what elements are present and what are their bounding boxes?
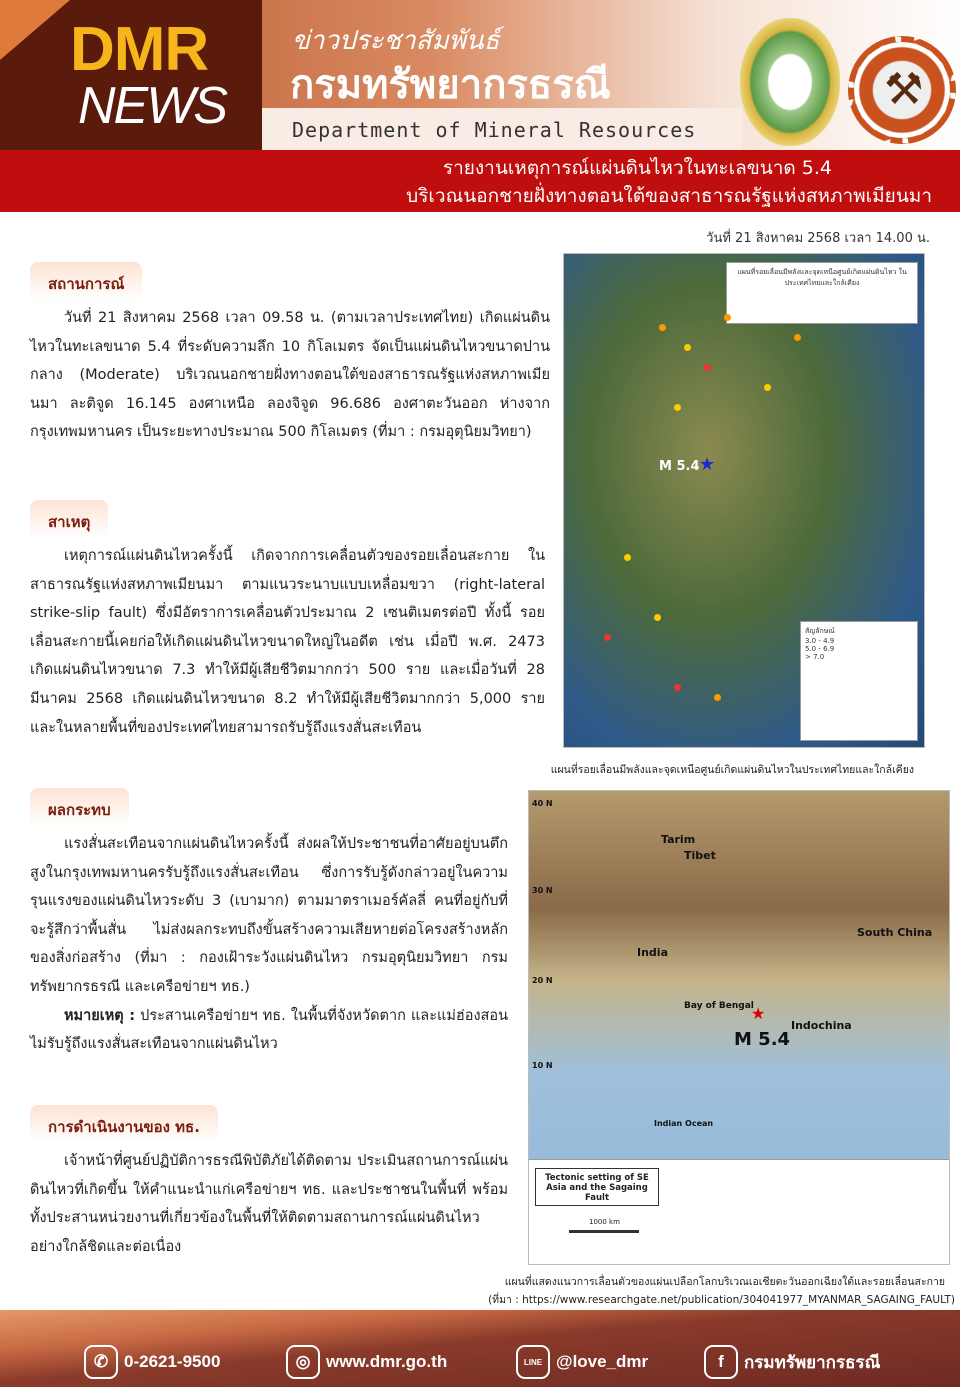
region-label: Indochina bbox=[791, 1019, 852, 1032]
region-label: India bbox=[637, 946, 668, 959]
epicenter-dot bbox=[654, 614, 661, 621]
globe-icon: ◎ bbox=[286, 1345, 320, 1379]
section-title: สาเหตุ bbox=[30, 500, 108, 538]
header-org-english: Department of Mineral Resources bbox=[292, 118, 697, 142]
section-operations bbox=[30, 1105, 508, 1261]
scale-bar bbox=[569, 1230, 639, 1233]
section-impact bbox=[30, 788, 508, 1059]
region-label: Bay of Bengal bbox=[684, 1001, 754, 1011]
map-legend bbox=[529, 1159, 949, 1264]
map-title: Tectonic setting of SE Asia and the Sagaing Fault bbox=[535, 1168, 659, 1206]
epicenter-dot bbox=[684, 344, 691, 351]
lat-label: 40 N bbox=[532, 799, 553, 808]
line-icon: LINE bbox=[516, 1345, 550, 1379]
section-text: เหตุการณ์แผ่นดินไหวครั้งนี้ เกิดจากการเคลื่อนตัวของรอยเลื่อนสะกาย ในสาธารณรัฐแห่งสหภาพเมียนมา ตามแนวระนาบแบบเหลื่อมขวา (right-lateral strike-slip fault) ซึ่งมีอัตราการเคลื่อนตัวประมาณ 2 เซนติเมตรต่อปี ทั้งนี้ รอยเลื่อนสะกายนี้เคยก่อให้เกิดแผ่นดินไหวขนาดใหญ่ในอดีต เช่น เมื่อปี พ.ศ. 2473 เกิดแผ่นดินไหวขนาด 7.3 ทำให้มีผู้เสียชีวิตมากกว่า 500 ราย และเมื่อวันที่ 28 มีนาคม 2568 เกิดแผ่นดินไหวขนาด 8.2 ทำให้มีผู้เสียชีวิตมากกว่า 5,000 ราย และในหลายพื้นที่ของประเทศไทยสามารถรับรู้ถึงแรงสั่นสะเทือน bbox=[30, 548, 545, 736]
epicenter-dot bbox=[624, 554, 631, 561]
lat-label: 20 N bbox=[532, 976, 553, 985]
section-title: การดำเนินงานของ ทธ. bbox=[30, 1105, 218, 1143]
phone-icon: ✆ bbox=[84, 1345, 118, 1379]
section-title: ผลกระทบ bbox=[30, 788, 129, 826]
lat-label: 10 N bbox=[532, 1061, 553, 1070]
dmr-gear-emblem-icon: ⚒ bbox=[848, 36, 956, 144]
epicenter-dot bbox=[764, 384, 771, 391]
logo-news: NEWS bbox=[78, 77, 226, 135]
map-legend bbox=[800, 621, 918, 741]
footer-website[interactable] bbox=[286, 1345, 447, 1379]
footer-line[interactable] bbox=[516, 1345, 648, 1379]
legend-item: 5.0 - 6.9 bbox=[805, 645, 835, 653]
epicenter-dot bbox=[704, 364, 711, 371]
legend-item: 3.0 - 4.9 bbox=[805, 637, 835, 645]
legend-title: สัญลักษณ์ bbox=[805, 627, 835, 635]
header-org-thai: กรมทรัพยากรธรณี bbox=[290, 62, 611, 108]
region-label: Indian Ocean bbox=[654, 1119, 714, 1128]
epicenter-dot bbox=[604, 634, 611, 641]
epicenter-dot bbox=[674, 404, 681, 411]
epicenter-dot bbox=[724, 314, 731, 321]
note-label: หมายเหตุ : bbox=[64, 1007, 136, 1024]
headline-line-2: บริเวณนอกชายฝั่งทางตอนใต้ของสาธารณรัฐแห่งสหภาพเมียนมา bbox=[406, 185, 932, 207]
phone-number: 0-2621-9500 bbox=[124, 1352, 221, 1371]
epicenter-label: M 5.4 bbox=[734, 1029, 791, 1050]
line-id[interactable]: @love_dmr bbox=[556, 1352, 649, 1371]
headline-banner bbox=[0, 150, 960, 212]
region-label: Tarim bbox=[661, 833, 696, 846]
section-text: แรงสั่นสะเทือนจากแผ่นดินไหวครั้งนี้ ส่งผลให้ประชาชนที่อาศัยอยู่บนตึกสูงในกรุงเทพมหานครรับรู้ถึงแรงสั่นสะเทือน ซึ่งการรับรู้ดังกล่าวอยู่ในความรุนแรงของแผ่นดินไหวระดับ 3 (เบามาก) ตามมาตราเมอร์คัลลี่ คนที่อยู่กับที่จะรู้สึกว่าพื้นสั่น ไม่ส่งผลกระทบถึงขั้นสร้างความเสียหายต่อโครงสร้างหลักของสิ่งก่อสร้าง (ที่มา : กองเฝ้าระวังแผ่นดินไหว กรมอุตุนิยมวิทยา กรมทรัพยากรธรณี และเครือข่ายฯ ทธ.) bbox=[30, 836, 508, 995]
epicenter-star-icon: ★ bbox=[699, 454, 716, 475]
report-date: วันที่ 21 สิงหาคม 2568 เวลา 14.00 น. bbox=[706, 231, 930, 246]
ministry-seal-icon bbox=[740, 18, 840, 146]
epicenter-dot bbox=[714, 694, 721, 701]
region-label: South China bbox=[857, 926, 933, 939]
section-text: วันที่ 21 สิงหาคม 2568 เวลา 09.58 น. (ตามเวลาประเทศไทย) เกิดแผ่นดินไหวในทะเลขนาด 5.4 ที่ระดับความลึก 10 กิโลเมตร จัดเป็นแผ่นดินไหวขนาดปานกลาง (Moderate) บริเวณนอกชายฝั่งทางตอนใต้ของสาธารณรัฐแห่งสหภาพเมียนมา ละติจูด 16.145 องศาเหนือ ลองจิจูด 96.686 องศาตะวันออก ห่างจากกรุงเทพมหานคร เป็นระยะทางประมาณ 500 กิโลเมตร (ที่มา : กรมอุตุนิยมวิทยา) bbox=[30, 310, 550, 441]
fault-map-thailand bbox=[563, 253, 925, 748]
header-subtitle: ข่าวประชาสัมพันธ์ bbox=[292, 26, 500, 56]
epicenter-dot bbox=[794, 334, 801, 341]
footer-phone bbox=[84, 1345, 220, 1379]
section-title: สถานการณ์ bbox=[30, 262, 142, 300]
footer-facebook[interactable] bbox=[704, 1345, 880, 1379]
epicenter-dot bbox=[674, 684, 681, 691]
facebook-page[interactable]: กรมทรัพยากรธรณี bbox=[744, 1352, 881, 1372]
facebook-icon: f bbox=[704, 1345, 738, 1379]
header bbox=[0, 0, 960, 150]
section-situation bbox=[30, 262, 550, 447]
headline-line-1: รายงานเหตุการณ์แผ่นดินไหวในทะเลขนาด 5.4 bbox=[442, 157, 832, 179]
region-label: Tibet bbox=[684, 849, 716, 862]
map2-source: (ที่มา : https://www.researchgate.net/publication/304041977_MYANMAR_SAGAING_FAULT) bbox=[488, 1294, 955, 1306]
tectonic-map-se-asia bbox=[528, 790, 950, 1265]
scale-bar-label: 1000 km bbox=[589, 1218, 620, 1226]
map2-caption: แผนที่แสดงแนวการเลื่อนตัวของแผ่นเปลือกโลกบริเวณเอเชียตะวันออกเฉียงใต้และรอยเลื่อนสะกาย bbox=[504, 1276, 945, 1288]
epicenter-dot bbox=[659, 324, 666, 331]
website-link[interactable]: www.dmr.go.th bbox=[326, 1352, 448, 1371]
note-text: ประสานเครือข่ายฯ ทธ. ในพื้นที่จังหวัดตาก และแม่ฮ่องสอน ไม่รับรู้ถึงแรงสั่นสะเทือนจากแผ่นดินไหว bbox=[30, 1007, 508, 1053]
epicenter-star-icon: ★ bbox=[751, 1004, 766, 1023]
section-text: เจ้าหน้าที่ศูนย์ปฏิบัติการธรณีพิบัติภัยได้ติดตาม ประเมินสถานการณ์แผ่นดินไหวที่เกิดขึ้น ให้คำแนะนำแก่เครือข่ายฯ ทธ. และประชาชนในพื้นที่ พร้อมทั้งประสานหน่วยงานที่เกี่ยวข้องในพื้นที่ให้ติดตามสถานการณ์แผ่นดินไหวอย่างใกล้ชิดและต่อเนื่อง bbox=[30, 1153, 508, 1255]
map-inset-title: แผนที่รอยเลื่อนมีพลังและจุดเหนือศูนย์เกิดแผ่นดินไหว ในประเทศไทยและใกล้เคียง bbox=[726, 262, 918, 324]
epicenter-label: M 5.4 bbox=[659, 459, 700, 474]
map1-caption: แผนที่รอยเลื่อนมีพลังและจุดเหนือศูนย์เกิดแผ่นดินไหวในประเทศไทยและใกล้เคียง bbox=[550, 764, 914, 776]
section-note bbox=[30, 1002, 508, 1059]
logo-dmr: DMR bbox=[70, 15, 209, 84]
legend-item: > 7.0 bbox=[805, 653, 825, 661]
section-cause bbox=[30, 500, 545, 742]
lat-label: 30 N bbox=[532, 886, 553, 895]
